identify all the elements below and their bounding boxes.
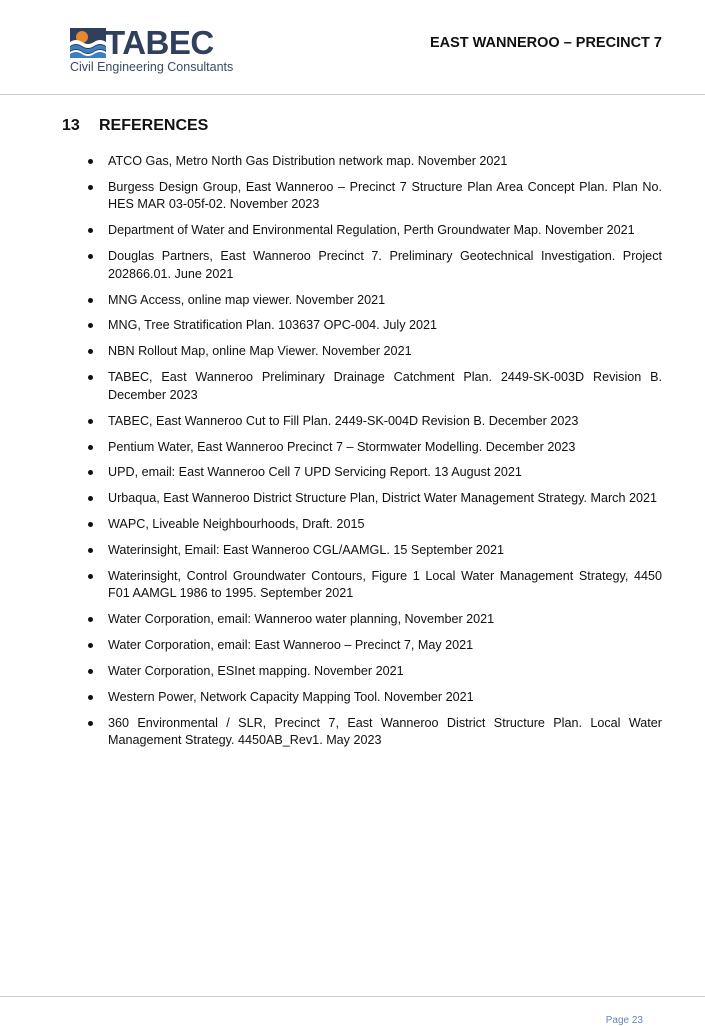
reference-item: Water Corporation, email: East Wanneroo – Precinct 7, May 2021	[88, 637, 662, 655]
waves-logo-icon	[70, 28, 106, 58]
reference-item: Douglas Partners, East Wanneroo Precinct 7. Preliminary Geotechnical Investigation. Project 202866.01. June 2021	[88, 248, 662, 283]
reference-item: Waterinsight, Control Groundwater Contours, Figure 1 Local Water Management Strategy, 4450 F01 AAMGL 1986 to 1995. September 2021	[88, 568, 662, 603]
reference-item: MNG Access, online map viewer. November 2021	[88, 292, 662, 310]
references-list	[88, 153, 662, 758]
reference-item: Waterinsight, Email: East Wanneroo CGL/AAMGL. 15 September 2021	[88, 542, 662, 560]
reference-item: Water Corporation, ESInet mapping. November 2021	[88, 663, 662, 681]
section-title: REFERENCES	[99, 117, 209, 134]
reference-item: NBN Rollout Map, online Map Viewer. November 2021	[88, 343, 662, 361]
reference-item: Urbaqua, East Wanneroo District Structure Plan, District Water Management Strategy. March 2021	[88, 490, 662, 508]
reference-item: Department of Water and Environmental Regulation, Perth Groundwater Map. November 2021	[88, 222, 662, 240]
logo-wordmark: TABEC	[105, 24, 214, 61]
reference-item: Burgess Design Group, East Wanneroo – Precinct 7 Structure Plan Area Concept Plan. Plan No. HES MAR 03-05f-02. November 2023	[88, 179, 662, 214]
page-number: Page 23	[605, 1015, 643, 1026]
reference-item: 360 Environmental / SLR, Precinct 7, East Wanneroo District Structure Plan. Local Water Management Strategy. 4450AB_Rev1. May 2023	[88, 715, 662, 750]
tabec-logo	[70, 24, 246, 78]
logo-tagline: Civil Engineering Consultants	[70, 60, 234, 74]
page-footer	[0, 996, 705, 1026]
section-number: 13	[62, 117, 80, 134]
reference-item: WAPC, Liveable Neighbourhoods, Draft. 2015	[88, 516, 662, 534]
section-heading	[62, 117, 208, 135]
reference-item: Water Corporation, email: Wanneroo water planning, November 2021	[88, 611, 662, 629]
reference-item: MNG, Tree Stratification Plan. 103637 OPC-004. July 2021	[88, 317, 662, 335]
reference-item: Pentium Water, East Wanneroo Precinct 7 – Stormwater Modelling. December 2023	[88, 439, 662, 457]
page-header	[0, 0, 705, 95]
reference-item: ATCO Gas, Metro North Gas Distribution network map. November 2021	[88, 153, 662, 171]
reference-item: UPD, email: East Wanneroo Cell 7 UPD Servicing Report. 13 August 2021	[88, 464, 662, 482]
reference-item: TABEC, East Wanneroo Preliminary Drainage Catchment Plan. 2449-SK-003D Revision B. December 2023	[88, 369, 662, 404]
document-title: EAST WANNEROO – PRECINCT 7	[429, 35, 662, 51]
reference-item: Western Power, Network Capacity Mapping Tool. November 2021	[88, 689, 662, 707]
reference-item: TABEC, East Wanneroo Cut to Fill Plan. 2449-SK-004D Revision B. December 2023	[88, 413, 662, 431]
